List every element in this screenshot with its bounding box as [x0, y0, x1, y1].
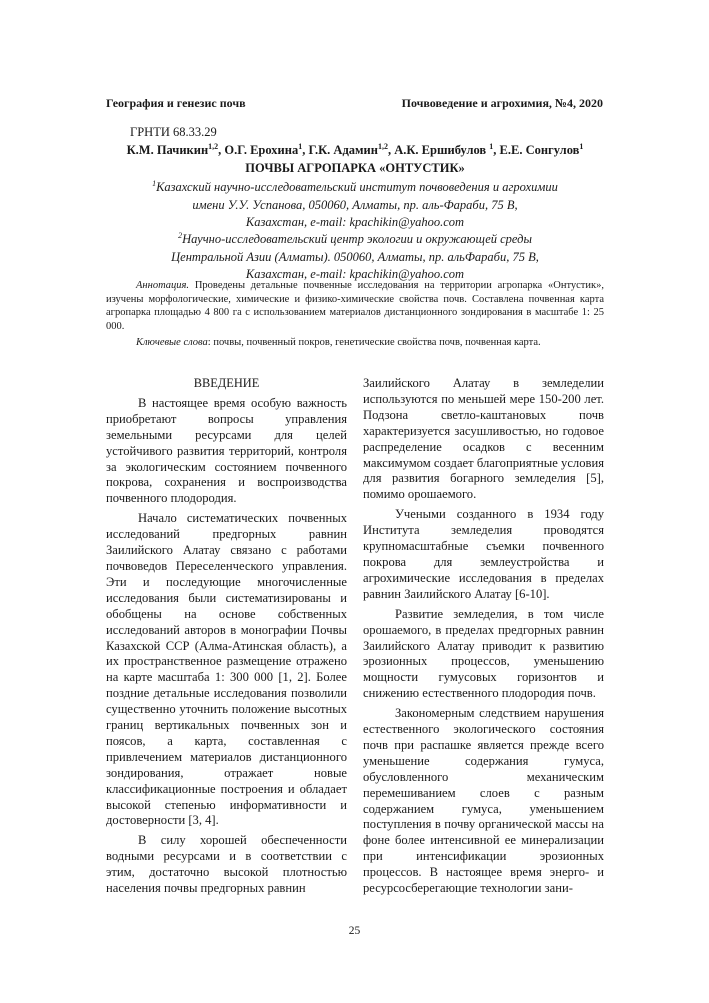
- body-column-right: [363, 376, 604, 897]
- section-heading-introduction: ВВЕДЕНИЕ: [193, 376, 260, 390]
- affiliation-1-mark: 1: [152, 178, 157, 188]
- affiliation-1: [106, 179, 604, 232]
- keywords-label: Ключевые слова: [136, 337, 208, 348]
- article-title: ПОЧВЫ АГРОПАРКА «ОНТУСТИК»: [245, 161, 465, 175]
- affiliation-1-line-2: имени У.У. Успанова, 050060, Алматы, пр. аль-Фараби, 75 В,: [192, 197, 518, 212]
- body-paragraph: Учеными созданного в 1934 году Института земледелия проводятся крупномасштабные съемки почвенного покрова для землеустройства и агрохимические исследования в пределах равнин Заилийского Алатау [6-10].: [363, 507, 604, 601]
- body-paragraph: В настоящее время особую важность приобретают вопросы управления земельными ресурсами для целей устойчивого развития территорий, контроля за экологическим состоянием почвенного покрова, сохранения и воспроизводства почвенного плодородия.: [106, 395, 347, 506]
- abstract-text: Проведены детальные почвенные исследования на территории агропарка «Онтустик», изучены морфологические, химические и физико-химические свойства почв. Составлена почвенная карта агропарка площадью 4 800 га с использованием материалов дистанционного зондирования в масштабе 1: 25 000.: [106, 280, 604, 332]
- affiliation-1-line-1: $^1$Казахский научно-исследовательский институт почвоведения и агрохимии: [152, 178, 558, 194]
- page-number: 25: [348, 925, 361, 937]
- affiliation-2-line-3: Казахстан, e-mail: kpachikin@yahoo.com: [245, 267, 465, 281]
- affiliation-2: [106, 231, 604, 284]
- running-header-journal: Почвоведение и агрохимия, №4, 2020: [401, 96, 603, 110]
- body-column-left: [106, 376, 347, 897]
- body-paragraph: Закономерным следствием нарушения естественного экологического состояния почв при распашке является прежде всего уменьшение содержания гумуса, обусловленного механическим перемешиванием слоев с разным содержанием гумуса, уменьшением поступления в почву органической массы на фоне более интенсивной ее минерализации при интенсификации эрозионных процессов. В настоящее время энерго- и ресурсосберегающие технологии зани-: [363, 706, 604, 896]
- body-paragraph-continued: Заилийского Алатау в земледелии используются по меньшей мере 150-200 лет. Подзона светло-каштановых почв характеризуется засушливостью, но годовое распределение осадков с весенним максимумом создает благоприятные условия для развития богарного земледелия [5], помимо орошаемого.: [363, 376, 604, 502]
- body-paragraph: Развитие земледелия, в том числе орошаемого, в пределах предгорных равнин Заилийского Алатау приводит к развитию эрозионных процессов, уменьшению мощности гумусовых горизонтов и снижению естественного плодородия почв.: [363, 606, 604, 701]
- keywords: [106, 336, 604, 350]
- body-paragraph: В силу хорошей обеспеченности водными ресурсами и в соответствии с этим, достаточно высокой плотностью населения почвы предгорных равнин: [106, 833, 347, 896]
- abstract-block: [106, 279, 604, 350]
- affiliation-1-line-3: Казахстан, e-mail: kpachikin@yahoo.com: [245, 215, 465, 229]
- affiliation-2-line-1: $^2$Научно-исследовательский центр экологии и окружающей среды: [178, 230, 532, 246]
- running-header-section: География и генезис почв: [106, 96, 246, 110]
- body-paragraph: Начало систематических почвенных исследований предгорных равнин Заилийского Алатау связано с работами почвоведов Переселенческого управления. Эти и последующие многочисленные исследования были систематизированы и обобщены на основе собственных исследований авторов в монографии Почвы Казахской ССР (Алма-Атинская область), а их пространственное размещение отражено на карте масштаба 1: 300 000 [1, 2]. Более поздние детальные исследования позволили существенно уточнить положение высотных границ вертикальных почвенных зон и поясов, а карта, составленная с привлечением материалов дистанционного зондирования, отражает новые классификационные построения и обладает высокой степенью информативности и достоверности [3, 4].: [106, 511, 347, 828]
- author-list: К.М. Пачикин$^{1,2}$, О.Г. Ерохина$^1$, Г.К. Адамин$^{1,2}$, А.К. Ершибулов $^1$, Е.Е. Сонгулов$^1$: [126, 141, 584, 157]
- affiliation-2-line-2: Центральной Азии (Алматы). 050060, Алматы, пр. альФараби, 75 В,: [171, 249, 539, 264]
- affiliation-2-mark: 2: [178, 230, 183, 240]
- keywords-text: : почвы, почвенный покров, генетические свойства почв, почвенная карта.: [207, 337, 541, 348]
- abstract: [106, 279, 604, 333]
- udc-code: ГРНТИ 68.33.29: [130, 125, 217, 139]
- abstract-label: Аннотация.: [136, 280, 190, 291]
